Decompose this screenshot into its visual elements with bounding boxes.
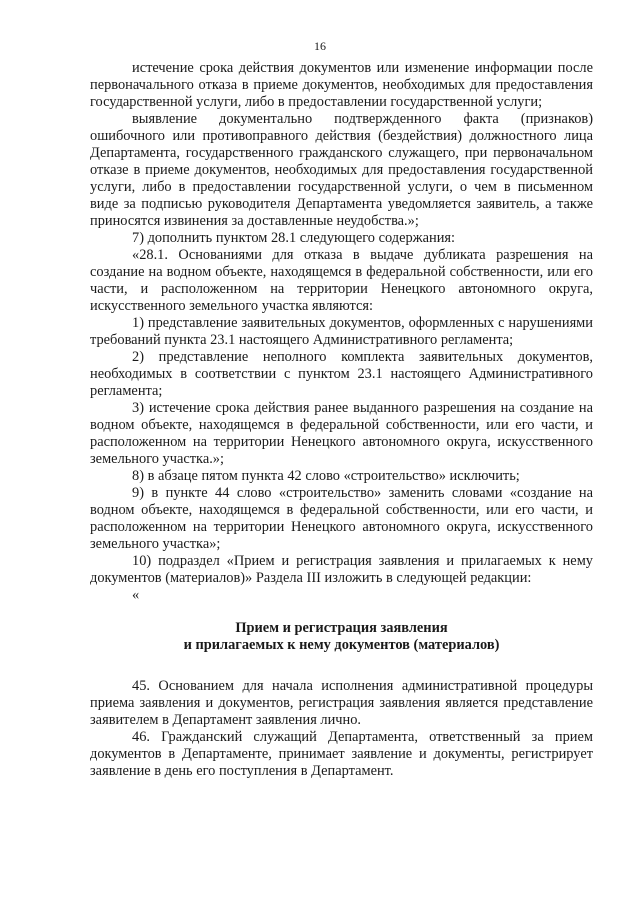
paragraph: 46. Гражданский служащий Департамента, ответственный за прием документов в Департаменте, принимает заявление и документы, регистрирует заявление в день его поступления в Департамент.	[90, 729, 593, 779]
paragraph: 1) представление заявительных документов, оформленных с нарушениями требований пункта 23.1 настоящего Административного регламента;	[90, 315, 593, 348]
section-heading	[90, 620, 593, 654]
paragraph: 45. Основанием для начала исполнения административной процедуры приема заявления и документов, регистрация заявления является представление заявителем в Департамент заявления лично.	[90, 678, 593, 728]
paragraph: 7) дополнить пунктом 28.1 следующего содержания:	[132, 230, 456, 246]
document-body	[90, 60, 593, 780]
section-heading-line: и прилагаемых к нему документов (материалов)	[183, 637, 500, 653]
paragraph: 3) истечение срока действия ранее выданного разрешения на создание на водном объекте, находящемся в федеральной собственности, или его части, и расположенном на территории Ненецкого автономного округа, искусственного земельного участка.»;	[90, 400, 593, 467]
opening-quote: «	[132, 587, 140, 603]
paragraph: истечение срока действия документов или изменение информации после первоначального отказа в приеме документов, необходимых для предоставления государственной услуги, либо в предоставлении государственной услуги;	[90, 60, 593, 110]
paragraph: 9) в пункте 44 слово «строительство» заменить словами «создание на водном объекте, находящемся в федеральной собственности, или его части, и расположенном на территории Ненецкого автономного округа, искусственного земельного участка»;	[90, 485, 593, 552]
paragraph: выявление документально подтвержденного факта (признаков) ошибочного или противоправного действия (бездействия) должностного лица Департамента, государственного гражданского служащего, при первоначальном отказе в приеме документов, необходимых для предоставления государственной услуги, либо в предоставлении государственной услуги, о чем в письменном виде за подписью руководителя Департамента уведомляется заявитель, а также приносятся извинения за доставленные неудобства.»;	[90, 111, 593, 229]
page-number: 16	[314, 39, 326, 53]
section-body	[90, 678, 593, 780]
paragraph: 8) в абзаце пятом пункта 42 слово «строительство» исключить;	[132, 468, 520, 484]
paragraph: «28.1. Основаниями для отказа в выдаче дубликата разрешения на создание на водном объекте, находящемся в федеральной собственности, или его части, и расположенном на территории Ненецкого автономного округа, искусственного земельного участка являются:	[90, 247, 593, 314]
section-heading-line: Прием и регистрация заявления	[235, 620, 448, 636]
paragraph: 2) представление неполного комплекта заявительных документов, необходимых в соответствии с пунктом 23.1 настоящего Административного регламента;	[90, 349, 593, 399]
paragraph: 10) подраздел «Прием и регистрация заявления и прилагаемых к нему документов (материалов)» Раздела III изложить в следующей редакции:	[90, 553, 593, 586]
